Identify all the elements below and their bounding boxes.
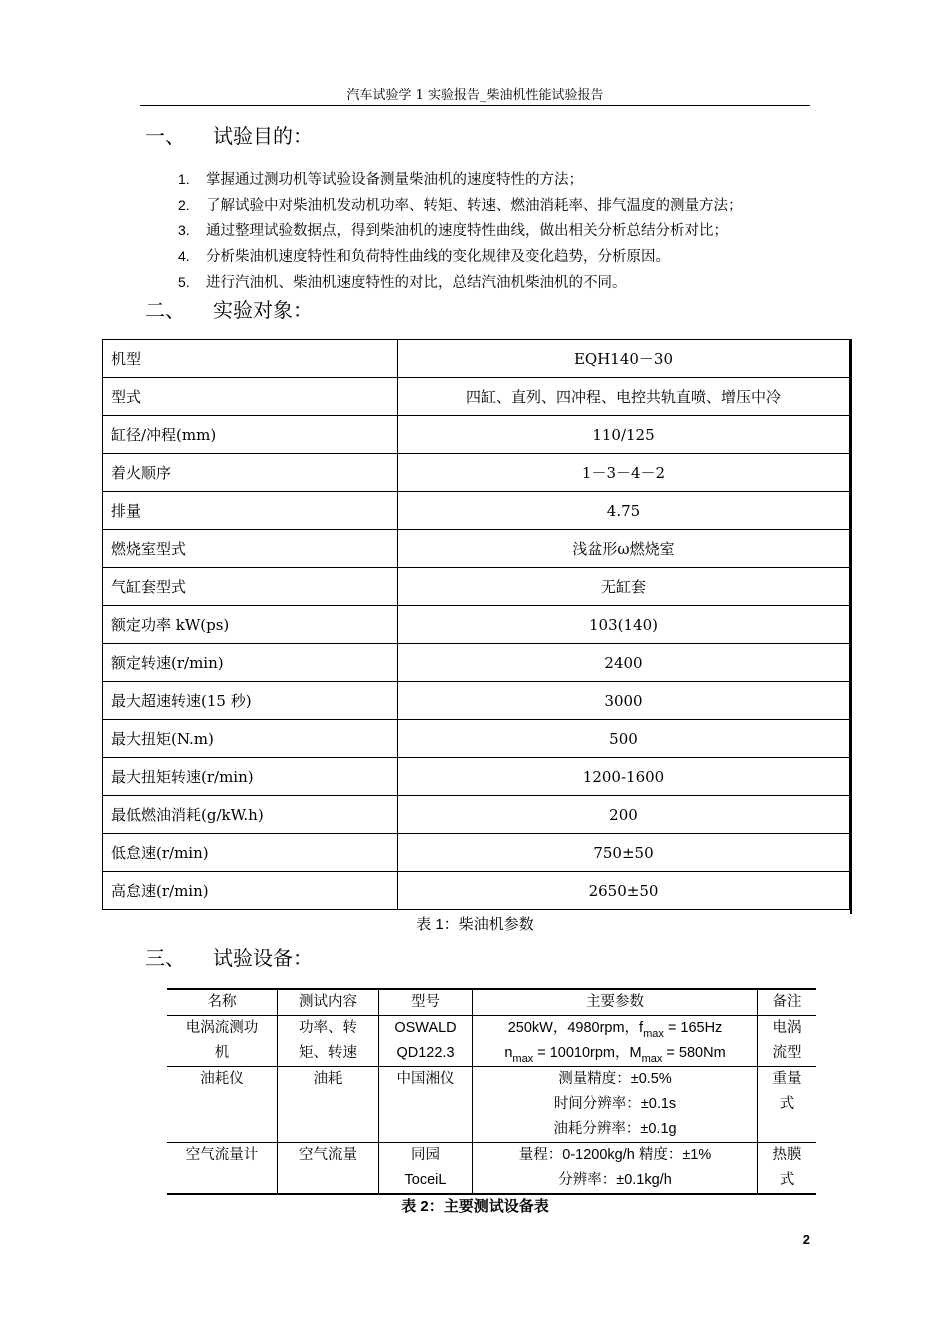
equipment-params: 测量精度：±0.5% 时间分辨率：±0.1s 油耗分辨率：±0.1g (473, 1067, 758, 1143)
table-row (103, 834, 850, 872)
table-row (103, 872, 850, 910)
param-name: 额定转速(r/min) (103, 644, 398, 682)
running-header: 汽车试验学 1 实验报告_柴油机性能试验报告 (346, 88, 604, 103)
table-row (103, 454, 850, 492)
param-name: 气缸套型式 (103, 568, 398, 606)
table-row (103, 568, 850, 606)
goals-list (178, 167, 818, 296)
param-value: 4.75 (398, 492, 850, 530)
param-name: 型式 (103, 378, 398, 416)
table-row (103, 682, 850, 720)
section-number: 三、 (145, 946, 185, 970)
table-caption: 表 2：主要测试设备表 (401, 1198, 549, 1215)
list-number: 5. (178, 273, 190, 290)
section-title: 试验目的： (213, 124, 313, 148)
section-number: 一、 (145, 124, 185, 148)
table-row (103, 530, 850, 568)
table-header-row (167, 989, 816, 1016)
param-value: 750±50 (398, 834, 850, 872)
param-value: EQH140－30 (398, 340, 850, 378)
table-row (103, 758, 850, 796)
param-name: 着火顺序 (103, 454, 398, 492)
list-text: 通过整理试验数据点，得到柴油机的速度特性曲线，做出相关分析总结分析对比； (206, 223, 728, 240)
list-item (178, 218, 818, 244)
equipment-note: 重量 式 (758, 1067, 817, 1143)
param-value: 浅盆形ω燃烧室 (398, 530, 850, 568)
section-heading-2 (145, 296, 313, 324)
table-row (103, 796, 850, 834)
param-value: 3000 (398, 682, 850, 720)
list-text: 分析柴油机速度特性和负荷特性曲线的变化规律及变化趋势，分析原因。 (206, 249, 670, 266)
param-name: 最大扭矩(N.m) (103, 720, 398, 758)
param-name: 低怠速(r/min) (103, 834, 398, 872)
param-name: 最低燃油消耗(g/kW.h) (103, 796, 398, 834)
table-row (167, 1143, 816, 1195)
param-value: 2400 (398, 644, 850, 682)
param-value: 103(140) (398, 606, 850, 644)
param-name: 最大扭矩转速(r/min) (103, 758, 398, 796)
equipment-content: 功率、转 矩、转速 (278, 1016, 379, 1067)
param-value: 500 (398, 720, 850, 758)
equipment-content: 油耗 (278, 1067, 379, 1143)
section-title: 实验对象： (213, 298, 313, 322)
equipment-content: 空气流量 (278, 1143, 379, 1195)
param-value: 110/125 (398, 416, 850, 454)
column-header: 测试内容 (278, 989, 379, 1016)
section-heading-1 (145, 122, 313, 150)
equipment-params: 250kW，4980rpm，$f_{max} = 165Hz$ $n_{max} = 10010rpm$，$M_{max} = 580Nm$ (473, 1016, 758, 1067)
list-text: 进行汽油机、柴油机速度特性的对比，总结汽油机柴油机的不同。 (206, 274, 627, 291)
table-row (167, 1016, 816, 1067)
list-number: 1. (178, 171, 190, 187)
equipment-model: 中国湘仪 (379, 1067, 473, 1143)
column-header: 主要参数 (473, 989, 758, 1016)
param-value: 2650±50 (398, 872, 850, 910)
section-title: 试验设备： (213, 946, 313, 970)
equipment-model: OSWALD QD122.3 (379, 1016, 473, 1067)
equipment-name: 电涡流测功 机 (167, 1016, 278, 1067)
equipment-note: 热膜 式 (758, 1143, 817, 1195)
param-name: 燃烧室型式 (103, 530, 398, 568)
table-row (103, 340, 850, 378)
table-row (103, 644, 850, 682)
param-value: 200 (398, 796, 850, 834)
list-text: 掌握通过测功机等试验设备测量柴油机的速度特性的方法； (206, 172, 583, 188)
param-value: 无缸套 (398, 568, 850, 606)
list-item (178, 193, 818, 219)
section-heading-3 (145, 944, 313, 972)
param-name: 最大超速转速(15 秒) (103, 682, 398, 720)
equipment-name: 油耗仪 (167, 1067, 278, 1143)
engine-params-table (102, 339, 850, 910)
table-caption: 表 1：柴油机参数 (416, 916, 534, 933)
list-number: 3. (178, 222, 190, 239)
param-value: 1200-1600 (398, 758, 850, 796)
table-row (103, 416, 850, 454)
param-name: 机型 (103, 340, 398, 378)
table-row (103, 720, 850, 758)
list-item (178, 167, 818, 193)
list-number: 2. (178, 196, 190, 213)
list-number: 4. (178, 248, 190, 265)
param-name: 排量 (103, 492, 398, 530)
equipment-model: 同园 ToceiL (379, 1143, 473, 1195)
column-header: 型号 (379, 989, 473, 1016)
table-row (103, 606, 850, 644)
section-number: 二、 (145, 298, 185, 322)
param-name: 额定功率 kW(ps) (103, 606, 398, 644)
equipment-table (167, 988, 816, 1195)
column-header: 名称 (167, 989, 278, 1016)
table-shadow-rule (850, 339, 852, 914)
equipment-params: 量程：0-1200kg/h 精度：±1% 分辨率：±0.1kg/h (473, 1143, 758, 1195)
list-item (178, 270, 818, 296)
table-row (103, 378, 850, 416)
column-header: 备注 (758, 989, 817, 1016)
equipment-name: 空气流量计 (167, 1143, 278, 1195)
list-item (178, 244, 818, 270)
param-name: 高怠速(r/min) (103, 872, 398, 910)
table-row (167, 1067, 816, 1143)
header-rule (140, 105, 810, 106)
param-value: 1－3－4－2 (398, 454, 850, 492)
page-number: 2 (802, 1232, 810, 1247)
param-name: 缸径/冲程(mm) (103, 416, 398, 454)
equipment-note: 电涡 流型 (758, 1016, 817, 1067)
list-text: 了解试验中对柴油机发动机功率、转矩、转速、燃油消耗率、排气温度的测量方法； (206, 197, 743, 214)
table-row (103, 492, 850, 530)
param-value: 四缸、直列、四冲程、电控共轨直喷、增压中冷 (398, 378, 850, 416)
